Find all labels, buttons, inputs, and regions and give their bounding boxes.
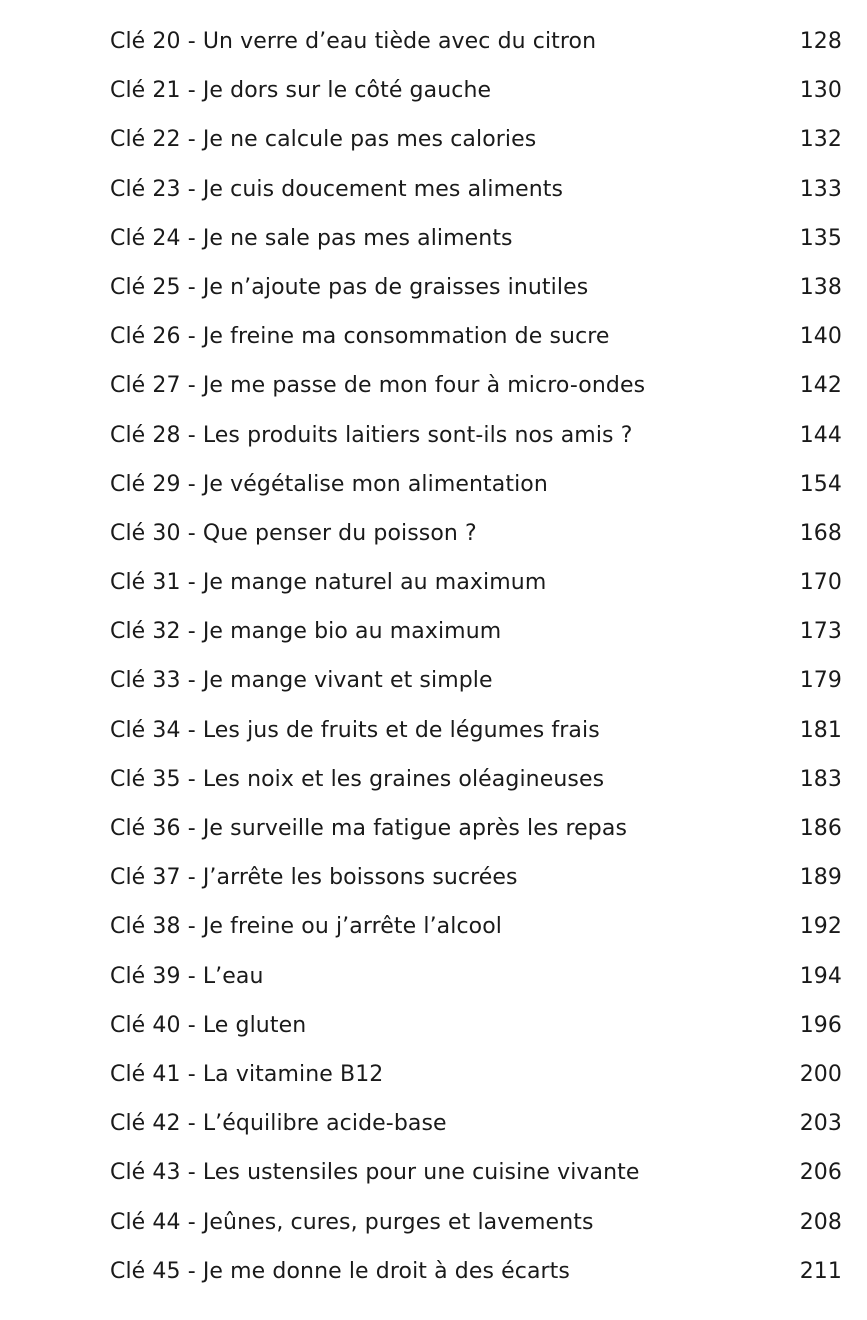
toc-entry-title: Clé 26 - Je freine ma consommation de sucre	[110, 324, 610, 350]
dot-leader	[647, 369, 796, 389]
toc-entry-title: Clé 39 - L’eau	[110, 963, 264, 989]
dot-leader	[495, 664, 796, 684]
toc-entry[interactable]	[110, 1107, 842, 1156]
dot-leader	[598, 25, 796, 45]
toc-entry[interactable]	[110, 1156, 842, 1205]
toc-entry-title: Clé 42 - L’équilibre acide-base	[110, 1111, 447, 1137]
toc-entry[interactable]	[110, 910, 842, 959]
dot-leader	[503, 615, 795, 635]
toc-entry-page: 168	[799, 520, 842, 546]
toc-entry[interactable]	[110, 1255, 842, 1304]
toc-entry-page: 142	[799, 373, 842, 399]
toc-entry-page: 194	[799, 963, 842, 989]
dot-leader	[538, 123, 795, 143]
toc-entry-title: Clé 20 - Un verre d’eau tiède avec du citron	[110, 29, 597, 54]
dot-leader	[515, 222, 796, 242]
toc-entry[interactable]	[110, 714, 842, 763]
dot-leader	[590, 271, 795, 291]
toc-entry-title: Clé 31 - Je mange naturel au maximum	[110, 570, 547, 596]
dot-leader	[266, 960, 796, 980]
dot-leader	[634, 419, 795, 439]
toc-entry-title: Clé 24 - Je ne sale pas mes aliments	[110, 225, 513, 251]
toc-entry-page: 173	[799, 619, 842, 645]
toc-entry-page: 211	[799, 1258, 842, 1284]
dot-leader	[479, 517, 796, 537]
toc-entry[interactable]	[110, 566, 842, 615]
dot-leader	[565, 173, 796, 193]
toc-entry-page: 203	[799, 1111, 842, 1137]
toc-entry-page: 192	[799, 914, 842, 940]
dot-leader	[596, 1206, 796, 1226]
toc-entry[interactable]	[110, 320, 842, 369]
toc-entry-page: 140	[799, 324, 842, 350]
toc-entry-title: Clé 22 - Je ne calcule pas mes calories	[110, 127, 537, 153]
toc-entry-title: Clé 43 - Les ustensiles pour une cuisine vivante	[110, 1160, 640, 1186]
toc-entry-title: Clé 37 - J’arrête les boissons sucrées	[110, 865, 518, 891]
toc-entry[interactable]	[110, 25, 842, 74]
toc-entry-title: Clé 35 - Les noix et les graines oléagineuses	[110, 766, 605, 792]
table-of-contents	[110, 25, 842, 1304]
dot-leader	[504, 910, 796, 930]
dot-leader	[572, 1255, 796, 1275]
toc-entry-title: Clé 38 - Je freine ou j’arrête l’alcool	[110, 914, 502, 940]
dot-leader	[606, 763, 796, 783]
toc-entry-page: 179	[799, 668, 842, 694]
toc-entry-page: 183	[799, 766, 842, 792]
toc-entry[interactable]	[110, 615, 842, 664]
toc-entry-title: Clé 25 - Je n’ajoute pas de graisses inutiles	[110, 274, 589, 300]
toc-entry-page: 189	[799, 865, 842, 891]
toc-entry-page: 200	[799, 1061, 842, 1087]
toc-entry-title: Clé 40 - Le gluten	[110, 1012, 307, 1038]
toc-entry-title: Clé 41 - La vitamine B12	[110, 1061, 384, 1087]
toc-entry[interactable]	[110, 1058, 842, 1107]
toc-entry-title: Clé 23 - Je cuis doucement mes aliments	[110, 176, 564, 202]
toc-entry-title: Clé 21 - Je dors sur le côté gauche	[110, 78, 492, 104]
dot-leader	[493, 74, 796, 94]
toc-entry-title: Clé 33 - Je mange vivant et simple	[110, 668, 493, 694]
toc-entry-page: 154	[799, 471, 842, 497]
toc-entry-title: Clé 34 - Les jus de fruits et de légumes frais	[110, 717, 600, 743]
toc-entry-title: Clé 30 - Que penser du poisson ?	[110, 520, 477, 546]
dot-leader	[520, 861, 796, 881]
toc-entry[interactable]	[110, 517, 842, 566]
toc-entry[interactable]	[110, 173, 842, 222]
toc-entry[interactable]	[110, 812, 842, 861]
toc-entry-page: 208	[799, 1209, 842, 1235]
toc-entry[interactable]	[110, 123, 842, 172]
toc-entry[interactable]	[110, 419, 842, 468]
toc-entry-title: Clé 44 - Jeûnes, cures, purges et lavements	[110, 1209, 594, 1235]
toc-entry-page: 144	[799, 422, 842, 448]
dot-leader	[548, 566, 795, 586]
toc-entry[interactable]	[110, 468, 842, 517]
toc-entry-title: Clé 27 - Je me passe de mon four à micro-ondes	[110, 373, 646, 399]
toc-entry-title: Clé 29 - Je végétalise mon alimentation	[110, 471, 548, 497]
toc-entry-page: 132	[799, 127, 842, 153]
dot-leader	[385, 1058, 795, 1078]
toc-entry-page: 130	[799, 78, 842, 104]
toc-entry-page: 170	[799, 570, 842, 596]
dot-leader	[629, 812, 796, 832]
toc-entry-title: Clé 32 - Je mange bio au maximum	[110, 619, 502, 645]
dot-leader	[612, 320, 796, 340]
toc-entry-title: Clé 28 - Les produits laitiers sont-ils nos amis ?	[110, 422, 633, 448]
toc-entry-page: 135	[799, 225, 842, 251]
toc-entry[interactable]	[110, 664, 842, 713]
dot-leader	[642, 1156, 796, 1176]
toc-entry[interactable]	[110, 222, 842, 271]
toc-entry-page: 181	[799, 717, 842, 743]
toc-entry-title: Clé 36 - Je surveille ma fatigue après les repas	[110, 816, 628, 841]
toc-entry-page: 128	[799, 29, 842, 54]
toc-entry[interactable]	[110, 1009, 842, 1058]
toc-entry[interactable]	[110, 271, 842, 320]
dot-leader	[308, 1009, 795, 1029]
toc-entry-page: 138	[799, 274, 842, 300]
toc-entry[interactable]	[110, 960, 842, 1009]
toc-entry-page: 196	[799, 1012, 842, 1038]
toc-entry[interactable]	[110, 1206, 842, 1255]
dot-leader	[449, 1107, 796, 1127]
toc-entry[interactable]	[110, 861, 842, 910]
toc-entry-page: 206	[799, 1160, 842, 1186]
toc-entry-page: 186	[799, 816, 842, 841]
dot-leader	[550, 468, 796, 488]
toc-entry[interactable]	[110, 74, 842, 123]
toc-entry-title: Clé 45 - Je me donne le droit à des écarts	[110, 1258, 570, 1284]
toc-entry[interactable]	[110, 369, 842, 418]
toc-entry-page: 133	[799, 176, 842, 202]
toc-entry[interactable]	[110, 763, 842, 812]
dot-leader	[602, 714, 796, 734]
